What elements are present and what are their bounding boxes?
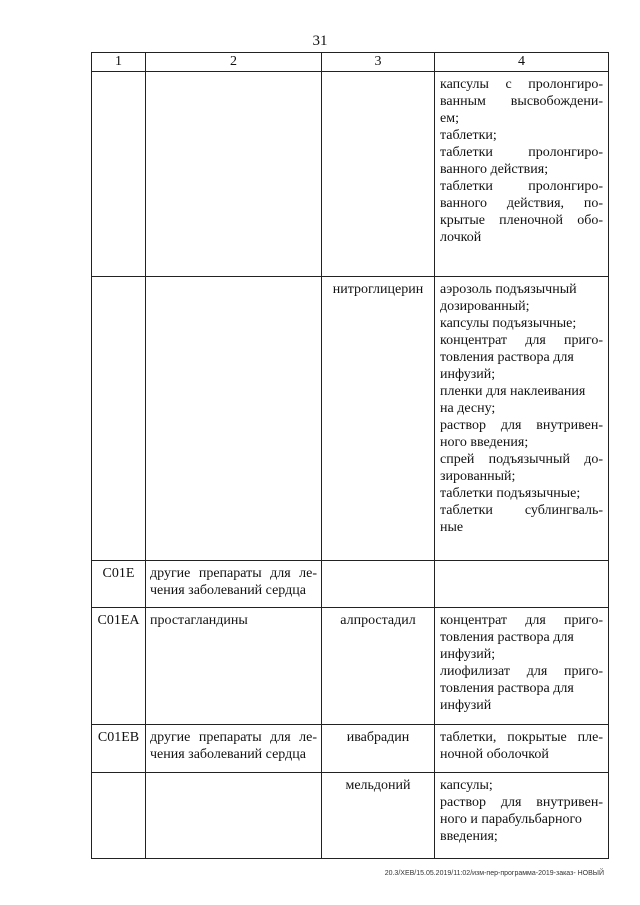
atc-code-cell (92, 277, 146, 561)
drug-name-cell: алпростадил (322, 608, 435, 725)
table-row (92, 773, 609, 859)
dosage-form-line: крытые пленочной обо- (440, 213, 603, 228)
atc-code-cell (92, 773, 146, 859)
anatomical-group-cell (146, 561, 322, 608)
group-line: другие препараты для ле- (150, 730, 317, 745)
drug-name-cell (322, 72, 435, 277)
drug-name-cell: мельдоний (322, 773, 435, 859)
table-row (92, 72, 609, 277)
dosage-form-line: зированный; (440, 469, 516, 484)
dosage-form-line: ного и парабульбарного (440, 812, 582, 827)
anatomical-group-cell (146, 608, 322, 725)
dosage-form-line: концентрат для приго- (440, 333, 603, 348)
drug-name-cell: нитроглицерин (322, 277, 435, 561)
dosage-form-line: товления раствора для (440, 630, 574, 645)
dosage-form-line: ванным высвобождени- (440, 94, 603, 109)
dosage-form-line: ного введения; (440, 435, 529, 450)
table-row (92, 725, 609, 773)
column-header-2: 2 (146, 53, 322, 72)
dosage-form-line: аэрозоль подъязычный (440, 282, 577, 297)
dosage-form-line: товления раствора для (440, 350, 574, 365)
dosage-form-line: ванного действия; (440, 162, 549, 177)
dosage-forms-cell (435, 773, 609, 859)
footer-note: 20.3/ХЕВ/15.05.2019/11:02/изм-пер-программа-2019-заказ- НОВЫЙ (384, 870, 604, 877)
group-line: простагландины (150, 613, 248, 628)
dosage-form-line: таблетки, покрытые пле- (440, 730, 603, 745)
dosage-form-line: раствор для внутривен- (440, 418, 603, 433)
dosage-forms-cell (435, 608, 609, 725)
column-header-1: 1 (92, 53, 146, 72)
dosage-form-line: таблетки подъязычные; (440, 486, 581, 501)
anatomical-group-cell (146, 277, 322, 561)
dosage-form-line: лочкой (440, 230, 482, 245)
dosage-form-line: инфузий; (440, 647, 496, 662)
dosage-forms-cell (435, 277, 609, 561)
group-line: чения заболеваний сердца (150, 747, 306, 762)
column-header-4: 4 (435, 53, 609, 72)
dosage-form-line: инфузий; (440, 367, 496, 382)
table-body (92, 72, 609, 859)
dosage-form-line: ные (440, 520, 464, 535)
dosage-form-line: ем; (440, 111, 459, 126)
table-row (92, 608, 609, 725)
dosage-form-line: капсулы подъязычные; (440, 316, 577, 331)
dosage-form-line: на десну; (440, 401, 496, 416)
drug-name-cell (322, 561, 435, 608)
dosage-form-line: таблетки пролонгиро- (440, 145, 603, 160)
dosage-form-line: лиофилизат для приго- (440, 664, 603, 679)
dosage-form-line: таблетки; (440, 128, 497, 143)
dosage-form-line: концентрат для приго- (440, 613, 603, 628)
atc-code-cell: C01EB (92, 725, 146, 773)
drug-name-cell: ивабрадин (322, 725, 435, 773)
page-number: 31 (312, 33, 328, 49)
dosage-forms-cell (435, 561, 609, 608)
anatomical-group-cell (146, 72, 322, 277)
atc-code-cell: C01E (92, 561, 146, 608)
dosage-form-line: ночной оболочкой (440, 747, 549, 762)
dosage-form-line: спрей подъязычный до- (440, 452, 603, 467)
dosage-form-line: дозированный; (440, 299, 530, 314)
atc-code-cell (92, 72, 146, 277)
dosage-form-line: капсулы; (440, 778, 493, 793)
table-row (92, 561, 609, 608)
atc-code-cell: C01EA (92, 608, 146, 725)
column-header-3: 3 (322, 53, 435, 72)
group-line: чения заболеваний сердца (150, 583, 306, 598)
drug-table (91, 52, 609, 859)
dosage-form-line: инфузий (440, 698, 492, 713)
anatomical-group-cell (146, 725, 322, 773)
table-header-row (92, 53, 609, 72)
dosage-form-line: таблетки сублингваль- (440, 503, 603, 518)
dosage-form-line: таблетки пролонгиро- (440, 179, 603, 194)
dosage-form-line: капсулы с пролонгиро- (440, 77, 603, 92)
anatomical-group-cell (146, 773, 322, 859)
table-row (92, 277, 609, 561)
dosage-form-line: пленки для наклеивания (440, 384, 586, 399)
group-line: другие препараты для ле- (150, 566, 317, 581)
dosage-form-line: ванного действия, по- (440, 196, 603, 211)
dosage-forms-cell (435, 72, 609, 277)
dosage-form-line: раствор для внутривен- (440, 795, 603, 810)
dosage-form-line: введения; (440, 829, 498, 844)
dosage-forms-cell (435, 725, 609, 773)
dosage-form-line: товления раствора для (440, 681, 574, 696)
